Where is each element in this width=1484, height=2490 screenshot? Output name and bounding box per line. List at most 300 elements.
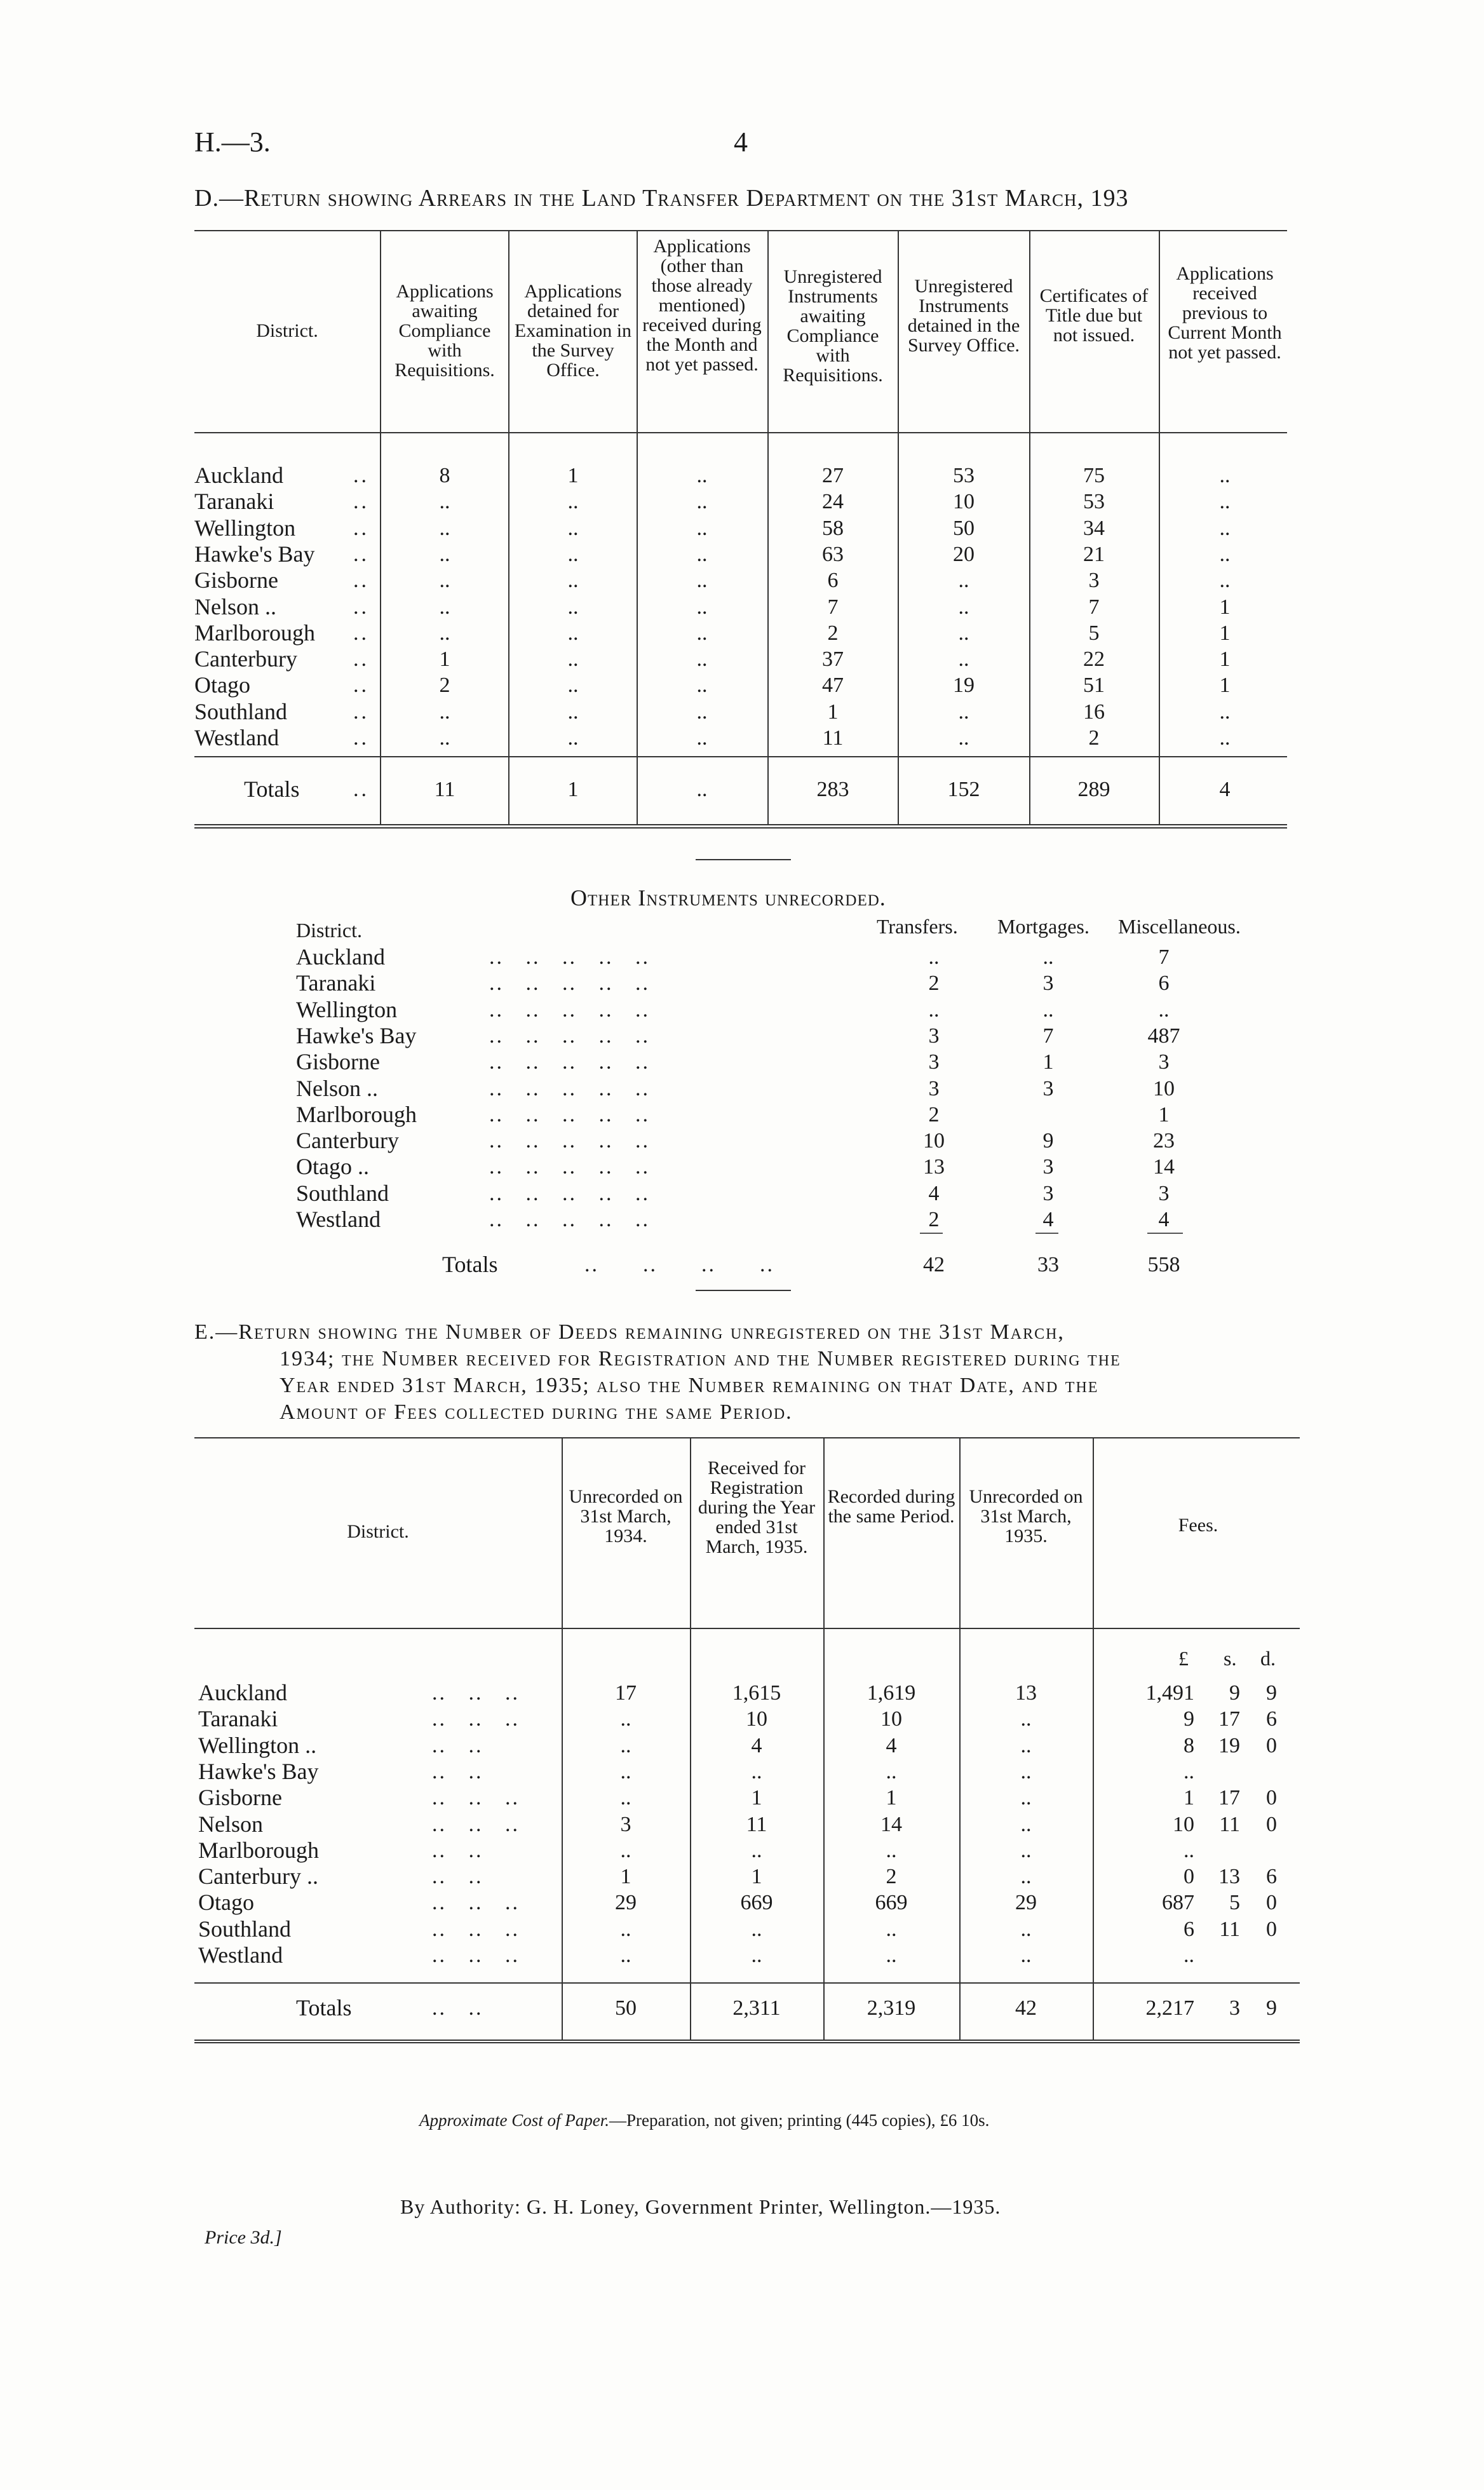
other-instruments-title: Other Instruments unrecorded. bbox=[570, 885, 886, 910]
table-e-title-line: E.—Return showing the Number of Deeds remaining unregistered on the 31st March, bbox=[194, 1320, 1065, 1344]
table-cell: .. bbox=[696, 726, 708, 750]
mortgages-value: 1 bbox=[1042, 1050, 1054, 1074]
table-cell: .. bbox=[1219, 542, 1231, 566]
table-cell: 1,615 bbox=[732, 1681, 781, 1705]
transfers-value: 3 bbox=[928, 1076, 940, 1100]
table-cell: .. bbox=[620, 1838, 631, 1862]
totals-cell: 4 bbox=[1219, 778, 1231, 801]
totals-fee-pence: 9 bbox=[1266, 1996, 1277, 2020]
fee-shillings: 17 bbox=[1218, 1707, 1240, 1731]
table-cell: .. bbox=[439, 621, 450, 645]
leader-dots: .. .. .. .. .. bbox=[489, 1076, 650, 1100]
district-name: Canterbury bbox=[194, 646, 297, 672]
table-e-header-fees: Fees. bbox=[1178, 1515, 1218, 1536]
district-name: Southland bbox=[198, 1916, 292, 1942]
table-e-header-unrecorded-1935: Unrecorded on 31st March, 1935. bbox=[969, 1486, 1083, 1546]
leader-dots: .. bbox=[353, 621, 369, 645]
table-cell: .. bbox=[1219, 464, 1231, 487]
misc-value: 7 bbox=[1158, 945, 1170, 969]
other-col-misc: Miscellaneous. bbox=[1118, 915, 1241, 938]
totals-cell: 152 bbox=[947, 778, 980, 801]
table-cell: .. bbox=[567, 569, 579, 593]
table-cell: 75 bbox=[1083, 464, 1105, 487]
fee-shillings: 5 bbox=[1229, 1891, 1240, 1915]
table-cell: .. bbox=[696, 464, 708, 487]
table-cell: 53 bbox=[953, 464, 975, 487]
district-name: Gisborne bbox=[194, 567, 278, 593]
district-name: Auckland bbox=[194, 463, 283, 488]
mortgages-value: 3 bbox=[1042, 971, 1054, 996]
leader-dots: .. .. .. .. .. bbox=[489, 1155, 650, 1179]
table-d-header-certificates: Certificates of Title due but not issued. bbox=[1039, 285, 1149, 346]
district-name: Hawke's Bay bbox=[198, 1758, 319, 1784]
table-cell: 8 bbox=[439, 464, 450, 487]
leader-dots: .. bbox=[353, 516, 369, 540]
district-name: Auckland bbox=[198, 1680, 287, 1705]
district-name: Wellington bbox=[296, 996, 398, 1022]
table-cell: 1 bbox=[439, 647, 450, 672]
transfers-value: 2 bbox=[928, 1102, 940, 1127]
fee-pounds: .. bbox=[1184, 1759, 1194, 1783]
mortgages-value: 3 bbox=[1042, 1076, 1054, 1100]
table-cell: .. bbox=[439, 569, 450, 593]
table-cell: 53 bbox=[1083, 490, 1105, 514]
leader-dots: .. .. .. .. .. bbox=[489, 998, 650, 1022]
district-name: Southland bbox=[296, 1180, 389, 1206]
table-cell: .. bbox=[751, 1917, 762, 1941]
mortgages-value: 3 bbox=[1042, 1181, 1054, 1205]
leader-dots: .. .. .. .. .. bbox=[489, 1208, 650, 1231]
table-cell: 29 bbox=[615, 1891, 637, 1915]
leader-dots: .. bbox=[353, 569, 369, 593]
table-cell: 2 bbox=[439, 673, 450, 698]
fee-unit-pence: d. bbox=[1260, 1647, 1276, 1670]
table-cell: 27 bbox=[822, 464, 844, 487]
table-cell: 37 bbox=[822, 647, 844, 672]
table-cell: 10 bbox=[953, 490, 975, 514]
fee-pounds: 1,491 bbox=[1145, 1681, 1194, 1705]
table-cell: .. bbox=[958, 569, 969, 593]
district-name: Nelson .. bbox=[194, 593, 276, 619]
district-name: Westland bbox=[296, 1207, 381, 1232]
transfers-value: 3 bbox=[928, 1024, 940, 1048]
table-cell: .. bbox=[439, 516, 450, 540]
totals-cell: 2,311 bbox=[732, 1996, 781, 2020]
table-e-header-recorded: Recorded during the same Period. bbox=[827, 1486, 955, 1527]
misc-value: 14 bbox=[1153, 1155, 1175, 1179]
misc-value: 6 bbox=[1158, 971, 1170, 996]
table-cell: 17 bbox=[615, 1681, 637, 1705]
table-cell: .. bbox=[886, 1759, 897, 1783]
fee-shillings: 9 bbox=[1229, 1681, 1240, 1705]
table-cell: 22 bbox=[1083, 647, 1105, 672]
leader-dots: .. .. .. .. .. bbox=[489, 1050, 650, 1074]
table-cell: .. bbox=[751, 1759, 762, 1783]
table-cell: .. bbox=[1020, 1759, 1032, 1783]
leader-dots: .. .. .. bbox=[432, 1707, 520, 1731]
table-cell: 58 bbox=[822, 516, 844, 540]
leader-dots: .. .. .. .. .. bbox=[489, 1102, 650, 1127]
district-name: Gisborne bbox=[198, 1785, 282, 1811]
table-cell: .. bbox=[567, 726, 579, 750]
fee-unit-shillings: s. bbox=[1224, 1647, 1237, 1670]
misc-value: 487 bbox=[1147, 1024, 1180, 1048]
totals-label: Totals bbox=[442, 1252, 498, 1277]
table-d-header-unreg-detained: Unregistered Instruments detained in the Survey Office. bbox=[907, 276, 1020, 356]
district-name: Auckland bbox=[296, 944, 385, 970]
leader-dots: .. bbox=[353, 464, 369, 487]
misc-value: 1 bbox=[1158, 1102, 1170, 1127]
table-cell: 10 bbox=[880, 1707, 902, 1731]
totals-cell: 11 bbox=[434, 778, 455, 801]
table-e-header-received: Received for Registration during the Year ended 31st March, 1935. bbox=[698, 1458, 816, 1557]
fee-pence: 9 bbox=[1266, 1681, 1277, 1705]
table-cell: 2 bbox=[886, 1865, 897, 1889]
transfers-value: 2 bbox=[928, 1208, 940, 1231]
table-cell: 21 bbox=[1083, 542, 1105, 566]
table-cell: 1,619 bbox=[867, 1681, 916, 1705]
totals-mortgages: 33 bbox=[1037, 1253, 1059, 1276]
price-note: Price 3d.] bbox=[205, 2227, 282, 2248]
leader-dots: .. .. .. bbox=[432, 1786, 520, 1810]
table-cell: .. bbox=[1020, 1812, 1032, 1836]
table-cell: .. bbox=[620, 1759, 631, 1783]
table-cell: 16 bbox=[1083, 700, 1105, 724]
table-d-header-unreg-awaiting: Unregistered Instruments awaiting Compliance with Requisitions. bbox=[783, 266, 883, 386]
table-cell: .. bbox=[1219, 516, 1231, 540]
leader-dots: .. bbox=[353, 647, 369, 672]
fee-pounds: .. bbox=[1184, 1838, 1194, 1862]
fee-pounds: 10 bbox=[1173, 1812, 1194, 1836]
table-cell: .. bbox=[567, 673, 579, 698]
table-cell: 669 bbox=[875, 1891, 908, 1915]
table-cell: .. bbox=[567, 542, 579, 566]
leader-dots: .. .. .. .. bbox=[584, 1253, 774, 1276]
leader-dots: .. .. .. .. .. bbox=[489, 1024, 650, 1048]
district-name: Taranaki bbox=[198, 1706, 278, 1732]
cost-note bbox=[419, 2111, 989, 2130]
table-cell: .. bbox=[696, 490, 708, 514]
table-cell: .. bbox=[1020, 1733, 1032, 1757]
table-cell: 10 bbox=[746, 1707, 767, 1731]
table-cell: 1 bbox=[1219, 595, 1231, 619]
table-cell: .. bbox=[620, 1707, 631, 1731]
other-col-district: District. bbox=[296, 919, 362, 942]
totals-cell: .. bbox=[696, 778, 708, 801]
totals-cell: 50 bbox=[615, 1996, 637, 2020]
district-name: Southland bbox=[194, 698, 288, 724]
misc-value: 23 bbox=[1153, 1129, 1175, 1153]
table-cell: .. bbox=[620, 1917, 631, 1941]
table-cell: .. bbox=[886, 1838, 897, 1862]
fee-pence: 6 bbox=[1266, 1707, 1277, 1731]
transfers-value: 10 bbox=[923, 1129, 945, 1153]
table-cell: .. bbox=[620, 1786, 631, 1810]
table-cell: 1 bbox=[1219, 621, 1231, 645]
section-divider bbox=[696, 859, 791, 860]
leader-dots: .. .. .. bbox=[432, 1944, 520, 1967]
mortgages-value: 9 bbox=[1042, 1129, 1054, 1153]
district-name: Marlborough bbox=[296, 1101, 417, 1127]
table-cell: .. bbox=[1020, 1865, 1032, 1889]
table-e-header-unrecorded-1934: Unrecorded on 31st March, 1934. bbox=[569, 1486, 683, 1546]
table-cell: .. bbox=[958, 621, 969, 645]
table-cell: 4 bbox=[751, 1733, 762, 1757]
district-name: Otago bbox=[194, 672, 250, 698]
fee-shillings: 19 bbox=[1218, 1733, 1240, 1757]
table-cell: 6 bbox=[827, 569, 839, 593]
fee-pounds: 0 bbox=[1184, 1865, 1194, 1889]
table-cell: .. bbox=[958, 726, 969, 750]
table-cell: .. bbox=[958, 647, 969, 672]
leader-dots: .. .. .. .. .. bbox=[489, 1129, 650, 1153]
table-d-title: D.—Return showing Arrears in the Land Transfer Department on the 31st March, 193 bbox=[194, 185, 1129, 212]
transfers-value: .. bbox=[928, 998, 940, 1022]
leader-dots: .. bbox=[353, 778, 369, 801]
totals-cell: 1 bbox=[567, 778, 579, 801]
leader-dots: .. .. bbox=[432, 1865, 483, 1889]
table-d-header-previous-month: Applications received previous to Current Month not yet passed. bbox=[1168, 263, 1282, 363]
table-cell: 50 bbox=[953, 516, 975, 540]
table-cell: .. bbox=[696, 700, 708, 724]
table-cell: .. bbox=[1219, 726, 1231, 750]
transfers-value: 3 bbox=[928, 1050, 940, 1074]
district-name: Hawke's Bay bbox=[296, 1022, 417, 1048]
transfers-value: .. bbox=[928, 945, 940, 969]
table-cell: 34 bbox=[1083, 516, 1105, 540]
page-number: 4 bbox=[734, 126, 748, 158]
table-cell: .. bbox=[439, 726, 450, 750]
leader-dots: .. bbox=[353, 726, 369, 750]
table-cell: 1 bbox=[827, 700, 839, 724]
mortgages-value: 4 bbox=[1042, 1208, 1054, 1231]
table-cell: .. bbox=[620, 1944, 631, 1967]
table-cell: 4 bbox=[886, 1733, 897, 1757]
totals-cell: 283 bbox=[816, 778, 849, 801]
table-cell: .. bbox=[751, 1838, 762, 1862]
table-cell: .. bbox=[567, 647, 579, 672]
table-cell: .. bbox=[567, 700, 579, 724]
fee-pence: 0 bbox=[1266, 1733, 1277, 1757]
table-d-header-awaiting-compliance: Applications awaiting Compliance with Requisitions. bbox=[395, 281, 495, 381]
table-cell: .. bbox=[1219, 490, 1231, 514]
table-e-title-line: Year ended 31st March, 1935; also the Number remaining on that Date, and the bbox=[280, 1374, 1099, 1397]
misc-value: .. bbox=[1158, 998, 1170, 1022]
table-cell: 11 bbox=[822, 726, 844, 750]
table-d-header-district: District. bbox=[256, 320, 318, 341]
table-cell: 19 bbox=[953, 673, 975, 698]
table-cell: 1 bbox=[1219, 673, 1231, 698]
leader-dots: .. .. .. .. .. bbox=[489, 945, 650, 969]
table-cell: .. bbox=[567, 516, 579, 540]
table-cell: .. bbox=[439, 490, 450, 514]
district-name: Nelson .. bbox=[296, 1075, 378, 1101]
totals-cell: 42 bbox=[1015, 1996, 1037, 2020]
leader-dots: .. .. bbox=[432, 1996, 483, 2020]
misc-value: 4 bbox=[1158, 1208, 1170, 1231]
table-cell: 24 bbox=[822, 490, 844, 514]
table-cell: .. bbox=[696, 569, 708, 593]
table-e-title-line: Amount of Fees collected during the same Period. bbox=[280, 1400, 793, 1424]
other-col-transfers: Transfers. bbox=[877, 915, 958, 938]
table-cell: .. bbox=[696, 542, 708, 566]
table-cell: .. bbox=[1020, 1838, 1032, 1862]
fee-shillings: 13 bbox=[1218, 1865, 1240, 1889]
district-name: Canterbury .. bbox=[198, 1864, 318, 1890]
printer-authority: By Authority: G. H. Loney, Government Printer, Wellington.—1935. bbox=[400, 2195, 1001, 2218]
table-cell: 5 bbox=[1088, 621, 1100, 645]
table-cell: 1 bbox=[1219, 647, 1231, 672]
fee-pounds: 687 bbox=[1162, 1891, 1194, 1915]
table-cell: 13 bbox=[1015, 1681, 1037, 1705]
mortgages-value: 3 bbox=[1042, 1155, 1054, 1179]
table-cell: 47 bbox=[822, 673, 844, 698]
district-name: Otago .. bbox=[296, 1154, 369, 1180]
leader-dots: .. bbox=[353, 595, 369, 619]
leader-dots: .. bbox=[353, 673, 369, 698]
table-cell: 3 bbox=[1088, 569, 1100, 593]
district-name: Marlborough bbox=[198, 1837, 319, 1863]
district-name: Westland bbox=[194, 725, 280, 750]
cost-label: Approximate Cost of Paper. bbox=[419, 2111, 609, 2130]
district-name: Otago bbox=[198, 1890, 254, 1916]
table-cell: .. bbox=[696, 621, 708, 645]
table-cell: 1 bbox=[751, 1786, 762, 1810]
table-e-title-line: 1934; the Number received for Registration and the Number registered during the bbox=[280, 1347, 1121, 1370]
doc-reference: H.—3. bbox=[194, 126, 271, 158]
fee-pence: 0 bbox=[1266, 1786, 1277, 1810]
totals-transfers: 42 bbox=[923, 1253, 945, 1276]
totals-fee-pounds: 2,217 bbox=[1145, 1996, 1194, 2020]
table-cell: .. bbox=[439, 595, 450, 619]
table-cell: .. bbox=[567, 621, 579, 645]
misc-value: 3 bbox=[1158, 1050, 1170, 1074]
misc-value: 3 bbox=[1158, 1181, 1170, 1205]
table-cell: 11 bbox=[746, 1812, 767, 1836]
fee-pounds: 1 bbox=[1184, 1786, 1194, 1810]
table-cell: 20 bbox=[953, 542, 975, 566]
table-cell: .. bbox=[1020, 1944, 1032, 1967]
table-cell: .. bbox=[696, 595, 708, 619]
mortgages-value: 7 bbox=[1042, 1024, 1054, 1048]
table-cell: .. bbox=[696, 647, 708, 672]
fee-shillings: 17 bbox=[1218, 1786, 1240, 1810]
fee-pounds: .. bbox=[1184, 1944, 1194, 1967]
table-cell: 3 bbox=[620, 1812, 631, 1836]
totals-label: Totals bbox=[296, 1995, 352, 2020]
table-e-header-district: District. bbox=[347, 1521, 409, 1542]
table-cell: 1 bbox=[620, 1865, 631, 1889]
district-name: Nelson bbox=[198, 1811, 263, 1837]
mortgages-value: .. bbox=[1042, 998, 1054, 1022]
table-cell: 1 bbox=[886, 1786, 897, 1810]
fee-pounds: 8 bbox=[1184, 1733, 1194, 1757]
table-cell: .. bbox=[1020, 1917, 1032, 1941]
totals-cell: 289 bbox=[1077, 778, 1110, 801]
leader-dots: .. .. .. .. .. bbox=[489, 971, 650, 996]
totals-cell: 2,319 bbox=[867, 1996, 916, 2020]
table-cell: 29 bbox=[1015, 1891, 1037, 1915]
leader-dots: .. .. .. bbox=[432, 1917, 520, 1941]
fee-pence: 0 bbox=[1266, 1917, 1277, 1941]
table-cell: .. bbox=[567, 595, 579, 619]
table-cell: .. bbox=[696, 516, 708, 540]
district-name: Canterbury bbox=[296, 1128, 399, 1154]
other-col-mortgages: Mortgages. bbox=[997, 915, 1089, 938]
district-name: Westland bbox=[198, 1942, 283, 1968]
table-d-header-detained-survey: Applications detained for Examination in the Survey Office. bbox=[514, 281, 632, 381]
fee-shillings: 11 bbox=[1219, 1812, 1240, 1836]
fee-pence: 6 bbox=[1266, 1865, 1277, 1889]
table-cell: 669 bbox=[740, 1891, 773, 1915]
transfers-value: 4 bbox=[928, 1181, 940, 1205]
table-cell: .. bbox=[567, 490, 579, 514]
leader-dots: .. bbox=[353, 700, 369, 724]
table-cell: .. bbox=[439, 700, 450, 724]
fee-pence: 0 bbox=[1266, 1891, 1277, 1915]
table-cell: .. bbox=[1219, 700, 1231, 724]
fee-pounds: 9 bbox=[1184, 1707, 1194, 1731]
leader-dots: .. .. .. bbox=[432, 1812, 520, 1836]
table-cell: 2 bbox=[1088, 726, 1100, 750]
district-name: Wellington bbox=[194, 515, 296, 541]
transfers-value: 13 bbox=[923, 1155, 945, 1179]
misc-value: 10 bbox=[1153, 1076, 1175, 1100]
mortgages-value: .. bbox=[1042, 945, 1054, 969]
leader-dots: .. .. bbox=[432, 1838, 483, 1862]
district-name: Taranaki bbox=[296, 970, 376, 996]
table-cell: 1 bbox=[751, 1865, 762, 1889]
table-cell: .. bbox=[1020, 1786, 1032, 1810]
section-divider bbox=[696, 1290, 791, 1291]
table-cell: .. bbox=[620, 1733, 631, 1757]
table-d-header-other-applications: Applications (other than those already mentioned) received during the Month and not yet passed. bbox=[642, 236, 762, 375]
table-cell: 51 bbox=[1083, 673, 1105, 698]
district-name: Hawke's Bay bbox=[194, 541, 315, 567]
table-cell: .. bbox=[886, 1917, 897, 1941]
table-cell: 63 bbox=[822, 542, 844, 566]
table-cell: .. bbox=[886, 1944, 897, 1967]
table-cell: 2 bbox=[827, 621, 839, 645]
district-name: Wellington .. bbox=[198, 1732, 317, 1758]
table-cell: .. bbox=[958, 595, 969, 619]
table-cell: .. bbox=[1219, 569, 1231, 593]
fee-pence: 0 bbox=[1266, 1812, 1277, 1836]
table-cell: .. bbox=[958, 700, 969, 724]
district-name: Gisborne bbox=[296, 1049, 380, 1075]
fee-pounds: 6 bbox=[1184, 1917, 1194, 1941]
table-cell: .. bbox=[751, 1944, 762, 1967]
table-cell: 1 bbox=[567, 464, 579, 487]
leader-dots: .. .. bbox=[432, 1759, 483, 1783]
table-cell: .. bbox=[696, 673, 708, 698]
leader-dots: .. .. .. .. .. bbox=[489, 1181, 650, 1205]
table-cell: 7 bbox=[1088, 595, 1100, 619]
transfers-value: 2 bbox=[928, 971, 940, 996]
fee-unit-pounds: £ bbox=[1178, 1647, 1189, 1670]
totals-label: Totals bbox=[244, 776, 300, 802]
table-cell: 7 bbox=[827, 595, 839, 619]
cost-text: —Preparation, not given; printing (445 copies), £6 10s. bbox=[609, 2111, 990, 2130]
district-name: Marlborough bbox=[194, 619, 315, 646]
leader-dots: .. .. .. bbox=[432, 1891, 520, 1915]
totals-fee-shillings: 3 bbox=[1229, 1996, 1240, 2020]
table-cell: 14 bbox=[880, 1812, 902, 1836]
leader-dots: .. .. bbox=[432, 1733, 483, 1757]
leader-dots: .. bbox=[353, 542, 369, 566]
table-cell: .. bbox=[1020, 1707, 1032, 1731]
district-name: Taranaki bbox=[194, 489, 274, 515]
